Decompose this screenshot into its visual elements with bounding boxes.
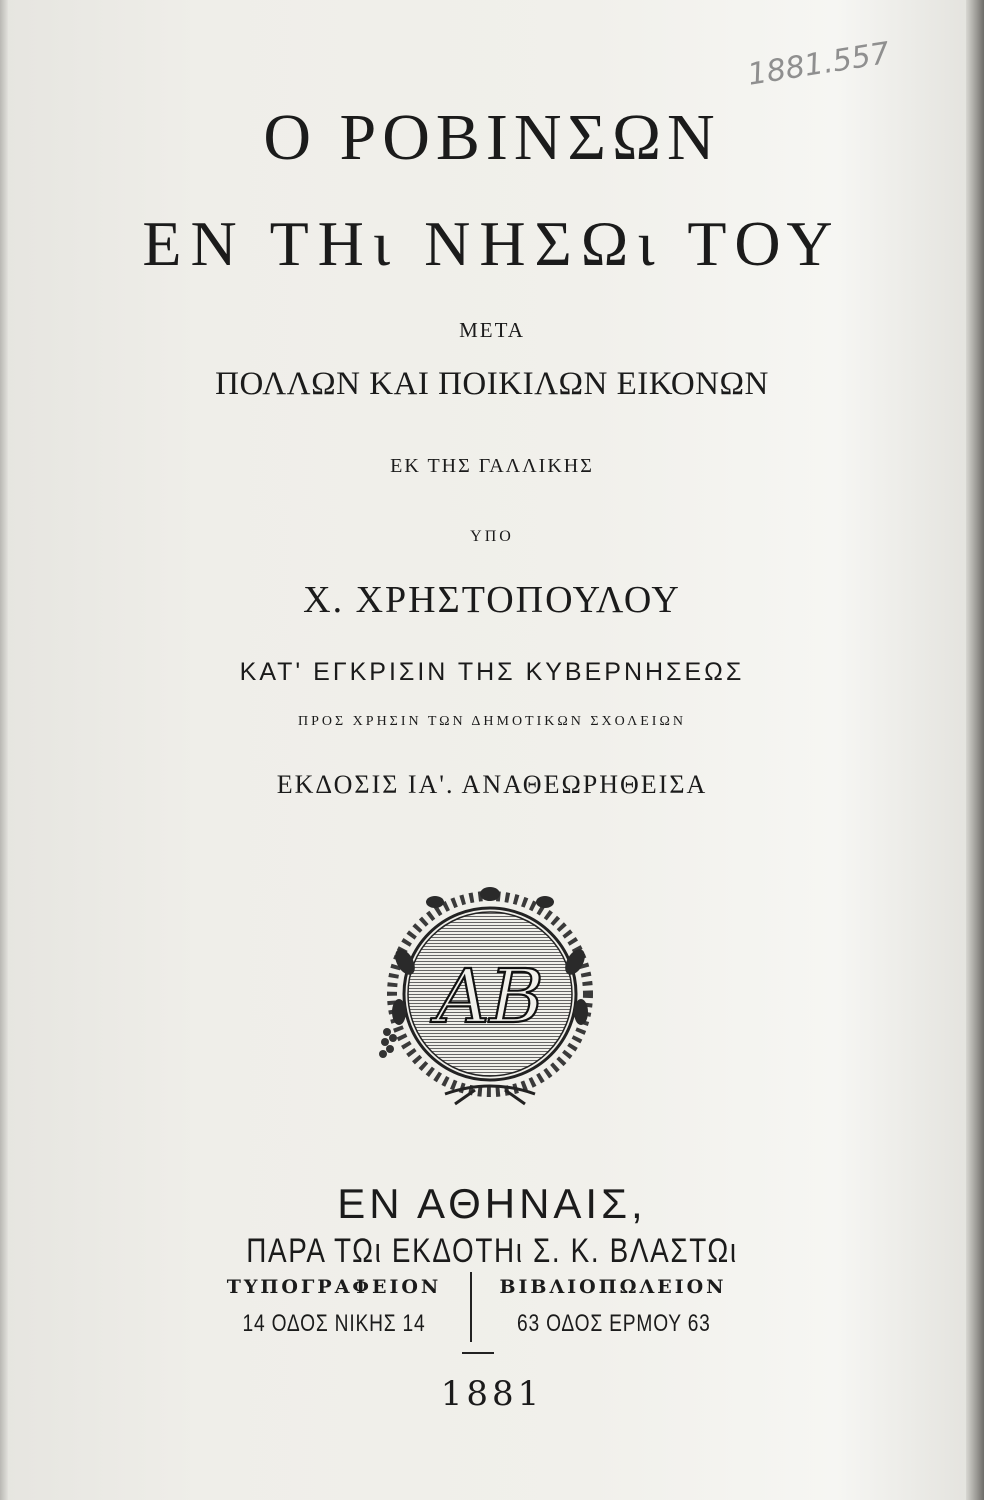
publisher-emblem <box>375 882 605 1112</box>
edition-note: ΕΚΔΟΣΙΣ ΙΑ'. ΑΝΑΘΕΩΡΗΘΕΙΣΑ <box>276 770 708 799</box>
imprint-city: ΕΝ ΑΘΗΝΑΙΣ, <box>337 1180 647 1227</box>
school-use-note: ΠΡΟΣ ΧΡΗΣΙΝ ΤΩΝ ΔΗΜΟΤΙΚΩΝ ΣΧΟΛΕΙΩΝ <box>298 714 686 729</box>
subtitle-by: ΥΠΟ <box>470 528 514 545</box>
imprint-publisher: ΠΑΡΑ ΤΩι ΕΚΔΟΤΗι Σ. Κ. ΒΛΑΣΤΩι <box>246 1232 738 1270</box>
imprint-divider <box>470 1272 472 1342</box>
printing-house-address: 14 ΟΔΟΣ ΝΙΚΗΣ 14 <box>242 1310 426 1337</box>
emblem-monogram: ΑΒ <box>436 954 544 1040</box>
publication-year: 1881 <box>440 1374 544 1414</box>
year-rule <box>462 1352 494 1354</box>
subtitle-translated-from: ΕΚ ΤΗΣ ΓΑΛΛΙΚΗΣ <box>390 455 594 477</box>
book-title-line1: Ο ΡΟΒΙΝΣΩΝ <box>263 101 721 174</box>
government-approval: ΚΑΤ' ΕΓΚΡΙΣΙΝ ΤΗΣ ΚΥΒΕΡΝΗΣΕΩΣ <box>239 658 745 686</box>
bookshop-block <box>493 1276 733 1338</box>
book-title-line2: ΕΝ ΤΗι ΝΗΣΩι ΤΟΥ <box>142 208 842 279</box>
subtitle-illustrations: ΠΟΛΛΩΝ ΚΑΙ ΠΟΙΚΙΛΩΝ ΕΙΚΟΝΩΝ <box>215 366 769 402</box>
printing-house-block <box>214 1276 454 1338</box>
bookshop-address: 63 ΟΔΟΣ ΕΡΜΟΥ 63 <box>517 1310 711 1337</box>
bookshop-label: ΒΙΒΛΙΟΠΩΛΕΙΟΝ <box>499 1276 727 1298</box>
handwritten-shelfmark: 1881.557 <box>745 35 893 93</box>
printing-house-label: ΤΥΠΟΓΡΑΦΕΙΟΝ <box>226 1276 442 1298</box>
subtitle-with: ΜΕΤΑ <box>459 318 525 342</box>
author-name: Χ. ΧΡΗΣΤΟΠΟΥΛΟΥ <box>303 579 681 621</box>
